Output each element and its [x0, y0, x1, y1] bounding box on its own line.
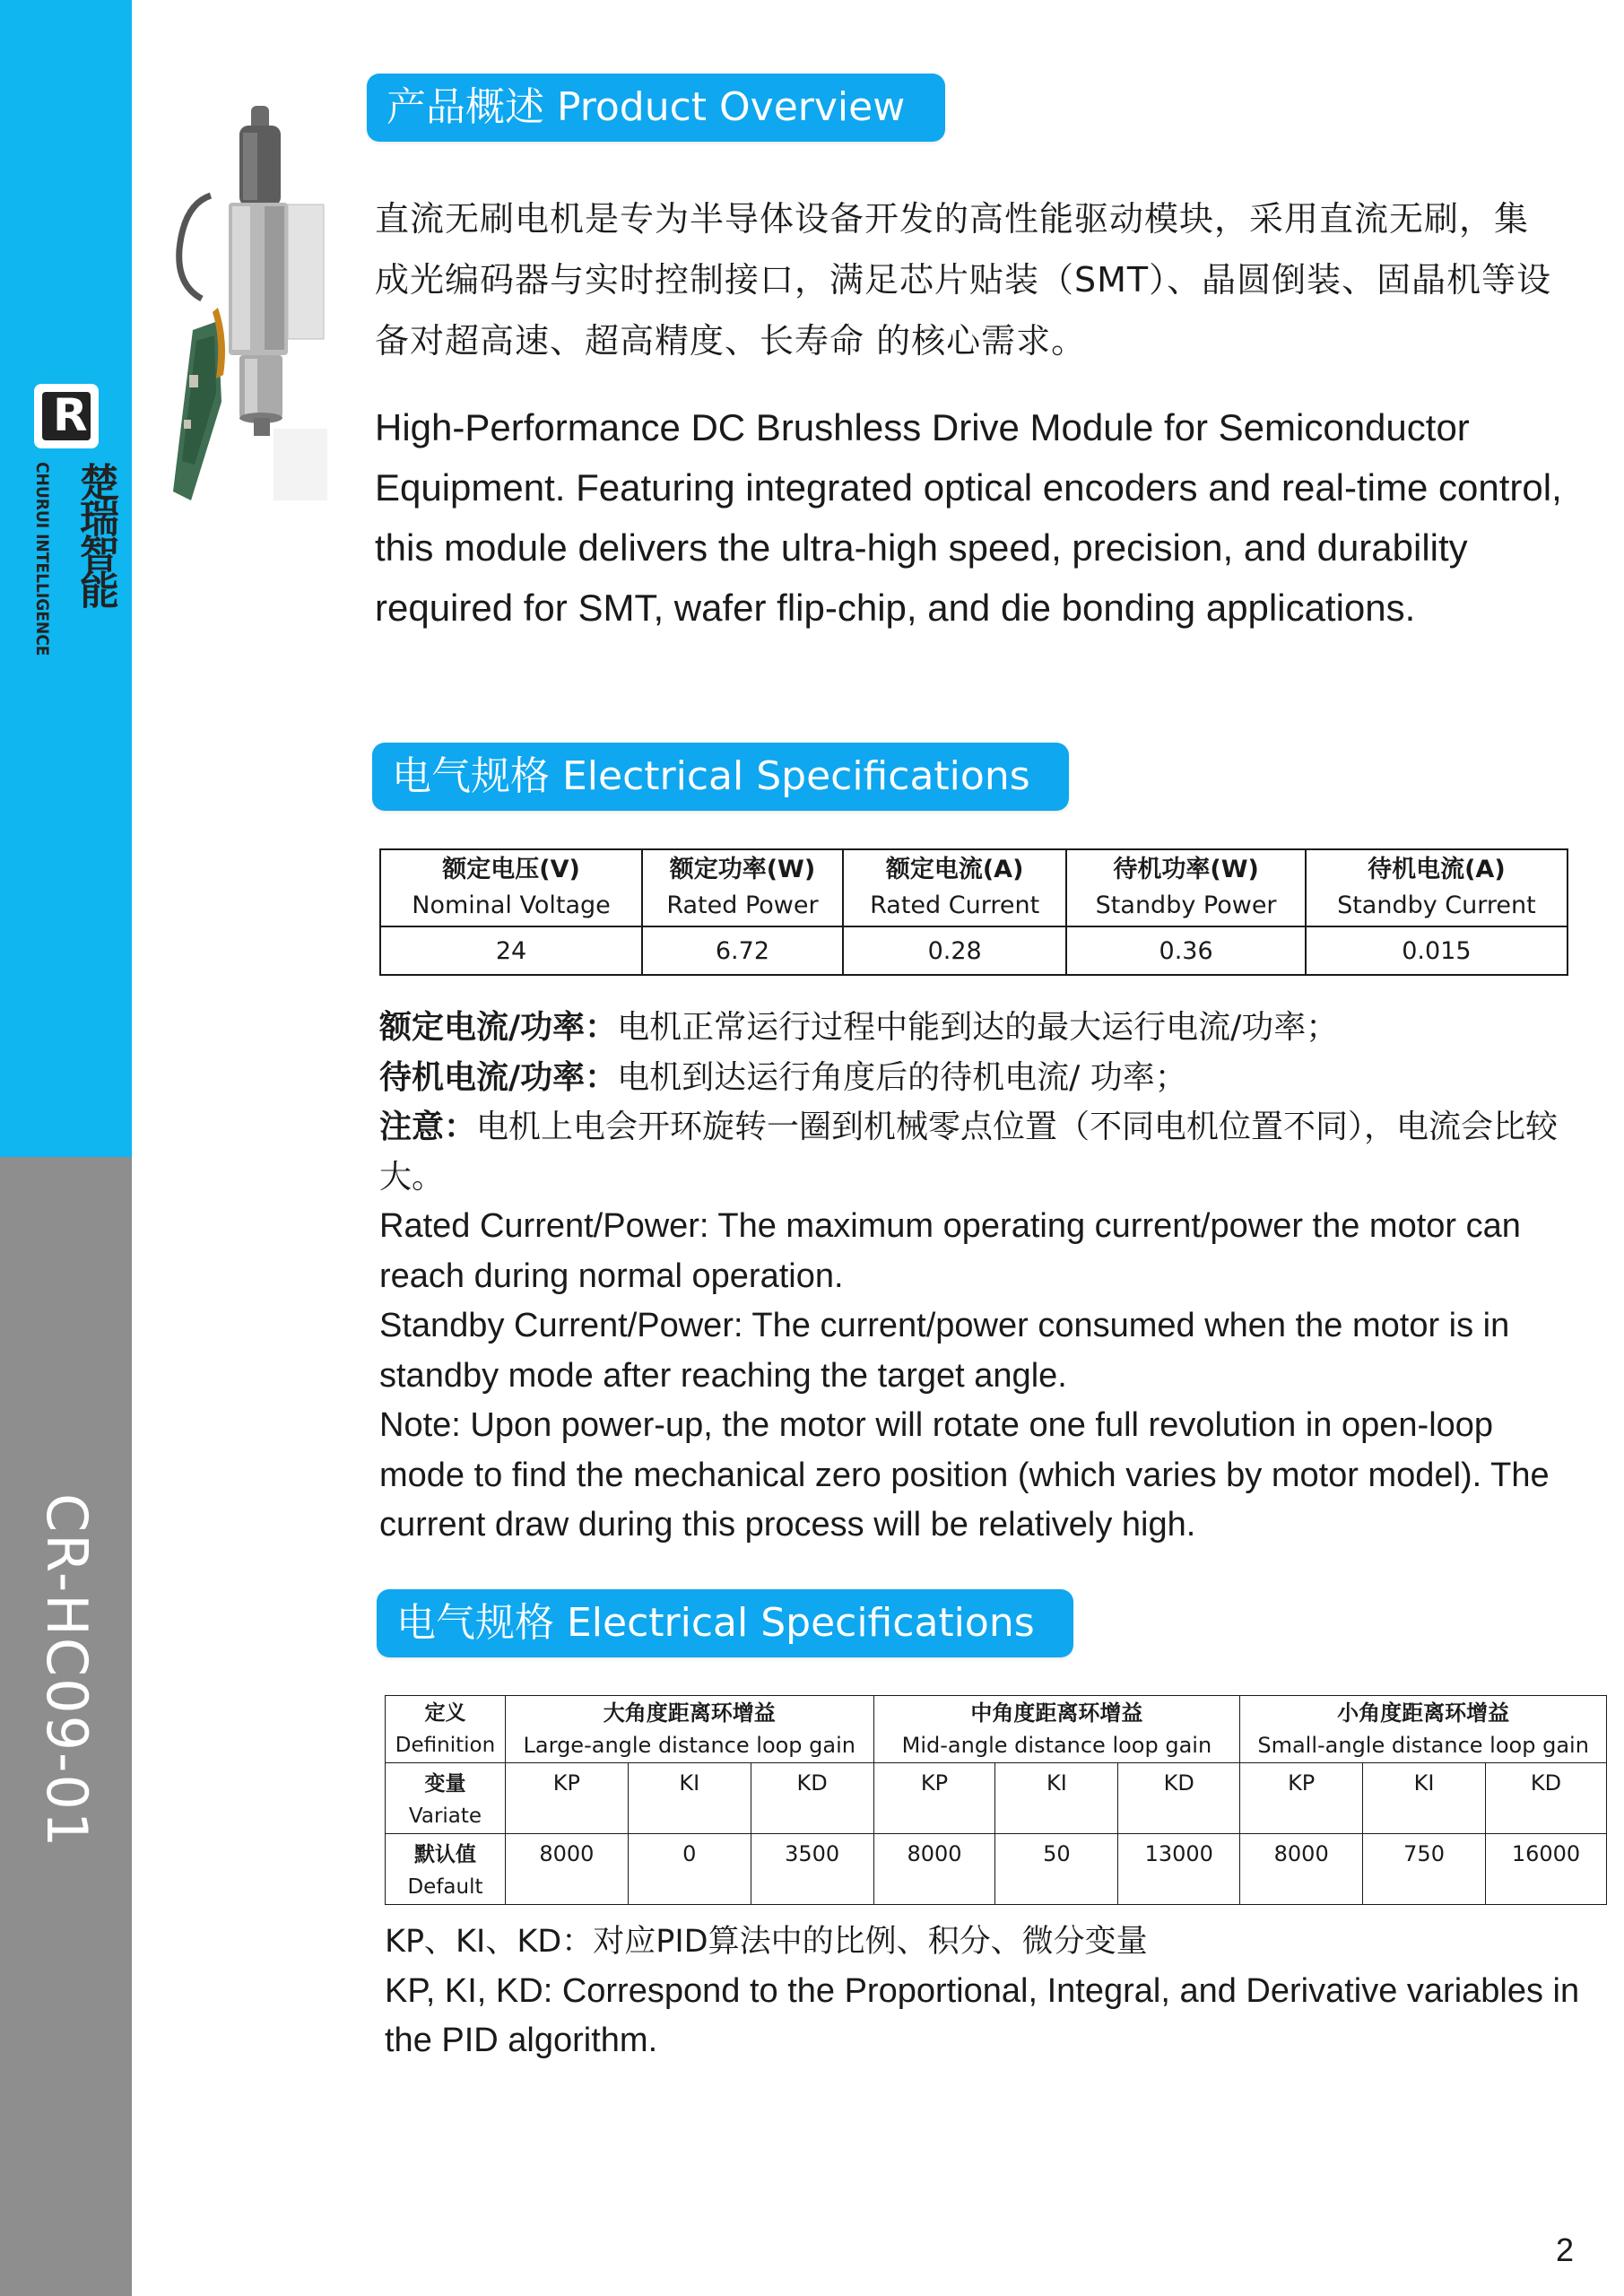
table-cell: KD: [751, 1763, 873, 1834]
table-cell: KP: [873, 1763, 995, 1834]
brand-logo-text: [32, 462, 118, 677]
pid-explanation: [385, 1918, 1604, 2066]
table-cell: 8000: [505, 1834, 628, 1905]
table-cell: KI: [995, 1763, 1118, 1834]
note-caution-en: Note: Upon power-up, the motor will rotate one full revolution in open-loop mode to find the mechanical zero position (which varies by motor model). The current draw during this process will be relatively high.: [379, 1406, 1550, 1544]
table-header-cell: 中角度距离环增益 Mid-angle distance loop gain: [873, 1696, 1240, 1763]
note-rated: 额定电流/功率：电机正常运行过程中能到达的最大运行电流/功率；: [379, 1009, 1339, 1046]
table-header-cell: 待机功率(W) Standby Power: [1066, 849, 1305, 926]
table-cell: 8000: [1240, 1834, 1363, 1905]
section-title-overview: 产品概述 Product Overview: [367, 74, 945, 142]
table-header-cell: 额定电压(V) Nominal Voltage: [380, 849, 642, 926]
table-header-cell: 额定功率(W) Rated Power: [642, 849, 843, 926]
table-cell: 0: [628, 1834, 751, 1905]
page-number: 2: [1556, 2231, 1575, 2268]
table-cell: KI: [1363, 1763, 1486, 1834]
table-header-cell: 小角度距离环增益 Small-angle distance loop gain: [1240, 1696, 1607, 1763]
brand-logo-icon: R: [34, 384, 99, 448]
table-header-cell: 定义 Definition: [386, 1696, 506, 1763]
section-title-electrical-1: 电气规格 Electrical Specifications: [372, 743, 1069, 811]
brand-name-en: CHURUI INTELLIGENCE: [32, 462, 52, 657]
overview-cn-paragraph: 直流无刷电机是专为半导体设备开发的高性能驱动模块，采用直流无刷，集成光编码器与实时控制接口，满足芯片贴装（SMT）、晶圆倒装、固晶机等设备对超高速、超高精度、长寿命 的核心需求。: [375, 199, 1552, 361]
table-cell: KI: [628, 1763, 751, 1834]
table-cell: 0.28: [843, 926, 1067, 975]
table-cell: 0.36: [1066, 926, 1305, 975]
product-motor-image: [166, 106, 336, 500]
note-standby-en: Standby Current/Power: The current/power consumed when the motor is in standby mode after reaching the target angle.: [379, 1307, 1510, 1395]
table-header-cell: 大角度距离环增益 Large-angle distance loop gain: [505, 1696, 873, 1763]
table-cell: 24: [380, 926, 642, 975]
table-cell: 0.015: [1306, 926, 1568, 975]
table-cell: 16000: [1486, 1834, 1607, 1905]
note-standby: 待机电流/功率：电机到达运行角度后的待机电流/ 功率；: [379, 1058, 1187, 1096]
table-cell: 6.72: [642, 926, 843, 975]
model-code: CR-HC09-01: [34, 1493, 100, 1849]
electrical-spec-table: [379, 848, 1568, 976]
section-title-electrical-2: 电气规格 Electrical Specifications: [377, 1589, 1073, 1657]
table-cell: KD: [1486, 1763, 1607, 1834]
table-cell: KD: [1118, 1763, 1240, 1834]
table-header-cell: 待机电流(A) Standby Current: [1306, 849, 1568, 926]
table-header-cell: 额定电流(A) Rated Current: [843, 849, 1067, 926]
pid-gain-table: [385, 1695, 1607, 1905]
table-cell: 13000: [1118, 1834, 1240, 1905]
pid-explanation-cn: KP、KI、KD：对应PID算法中的比例、积分、微分变量: [385, 1924, 1148, 1960]
brand-name-cn: 楚瑞智能: [73, 462, 118, 605]
note-rated-en: Rated Current/Power: The maximum operating current/power the motor can reach during normal operation.: [379, 1207, 1521, 1295]
overview-en-paragraph: High-Performance DC Brushless Drive Module for Semiconductor Equipment. Featuring integrated optical encoders and real-time control, this module delivers the ultra-high speed, precision, and durability required for SMT, wafer flip-chip, and die bonding applications.: [375, 406, 1562, 629]
table-cell: 3500: [751, 1834, 873, 1905]
spec-notes: [379, 1003, 1581, 1551]
table-cell: 50: [995, 1834, 1118, 1905]
pid-explanation-en: KP, KI, KD: Correspond to the Proportional, Integral, and Derivative variables in the PID algorithm.: [385, 1972, 1580, 2059]
table-cell: 750: [1363, 1834, 1486, 1905]
table-row-label: 默认值 Default: [386, 1834, 506, 1905]
table-cell: KP: [505, 1763, 628, 1834]
table-row-label: 变量 Variate: [386, 1763, 506, 1834]
table-cell: 8000: [873, 1834, 995, 1905]
table-cell: KP: [1240, 1763, 1363, 1834]
note-caution: 注意：电机上电会开环旋转一圈到机械零点位置（不同电机位置不同），电流会比较大。: [379, 1109, 1559, 1196]
